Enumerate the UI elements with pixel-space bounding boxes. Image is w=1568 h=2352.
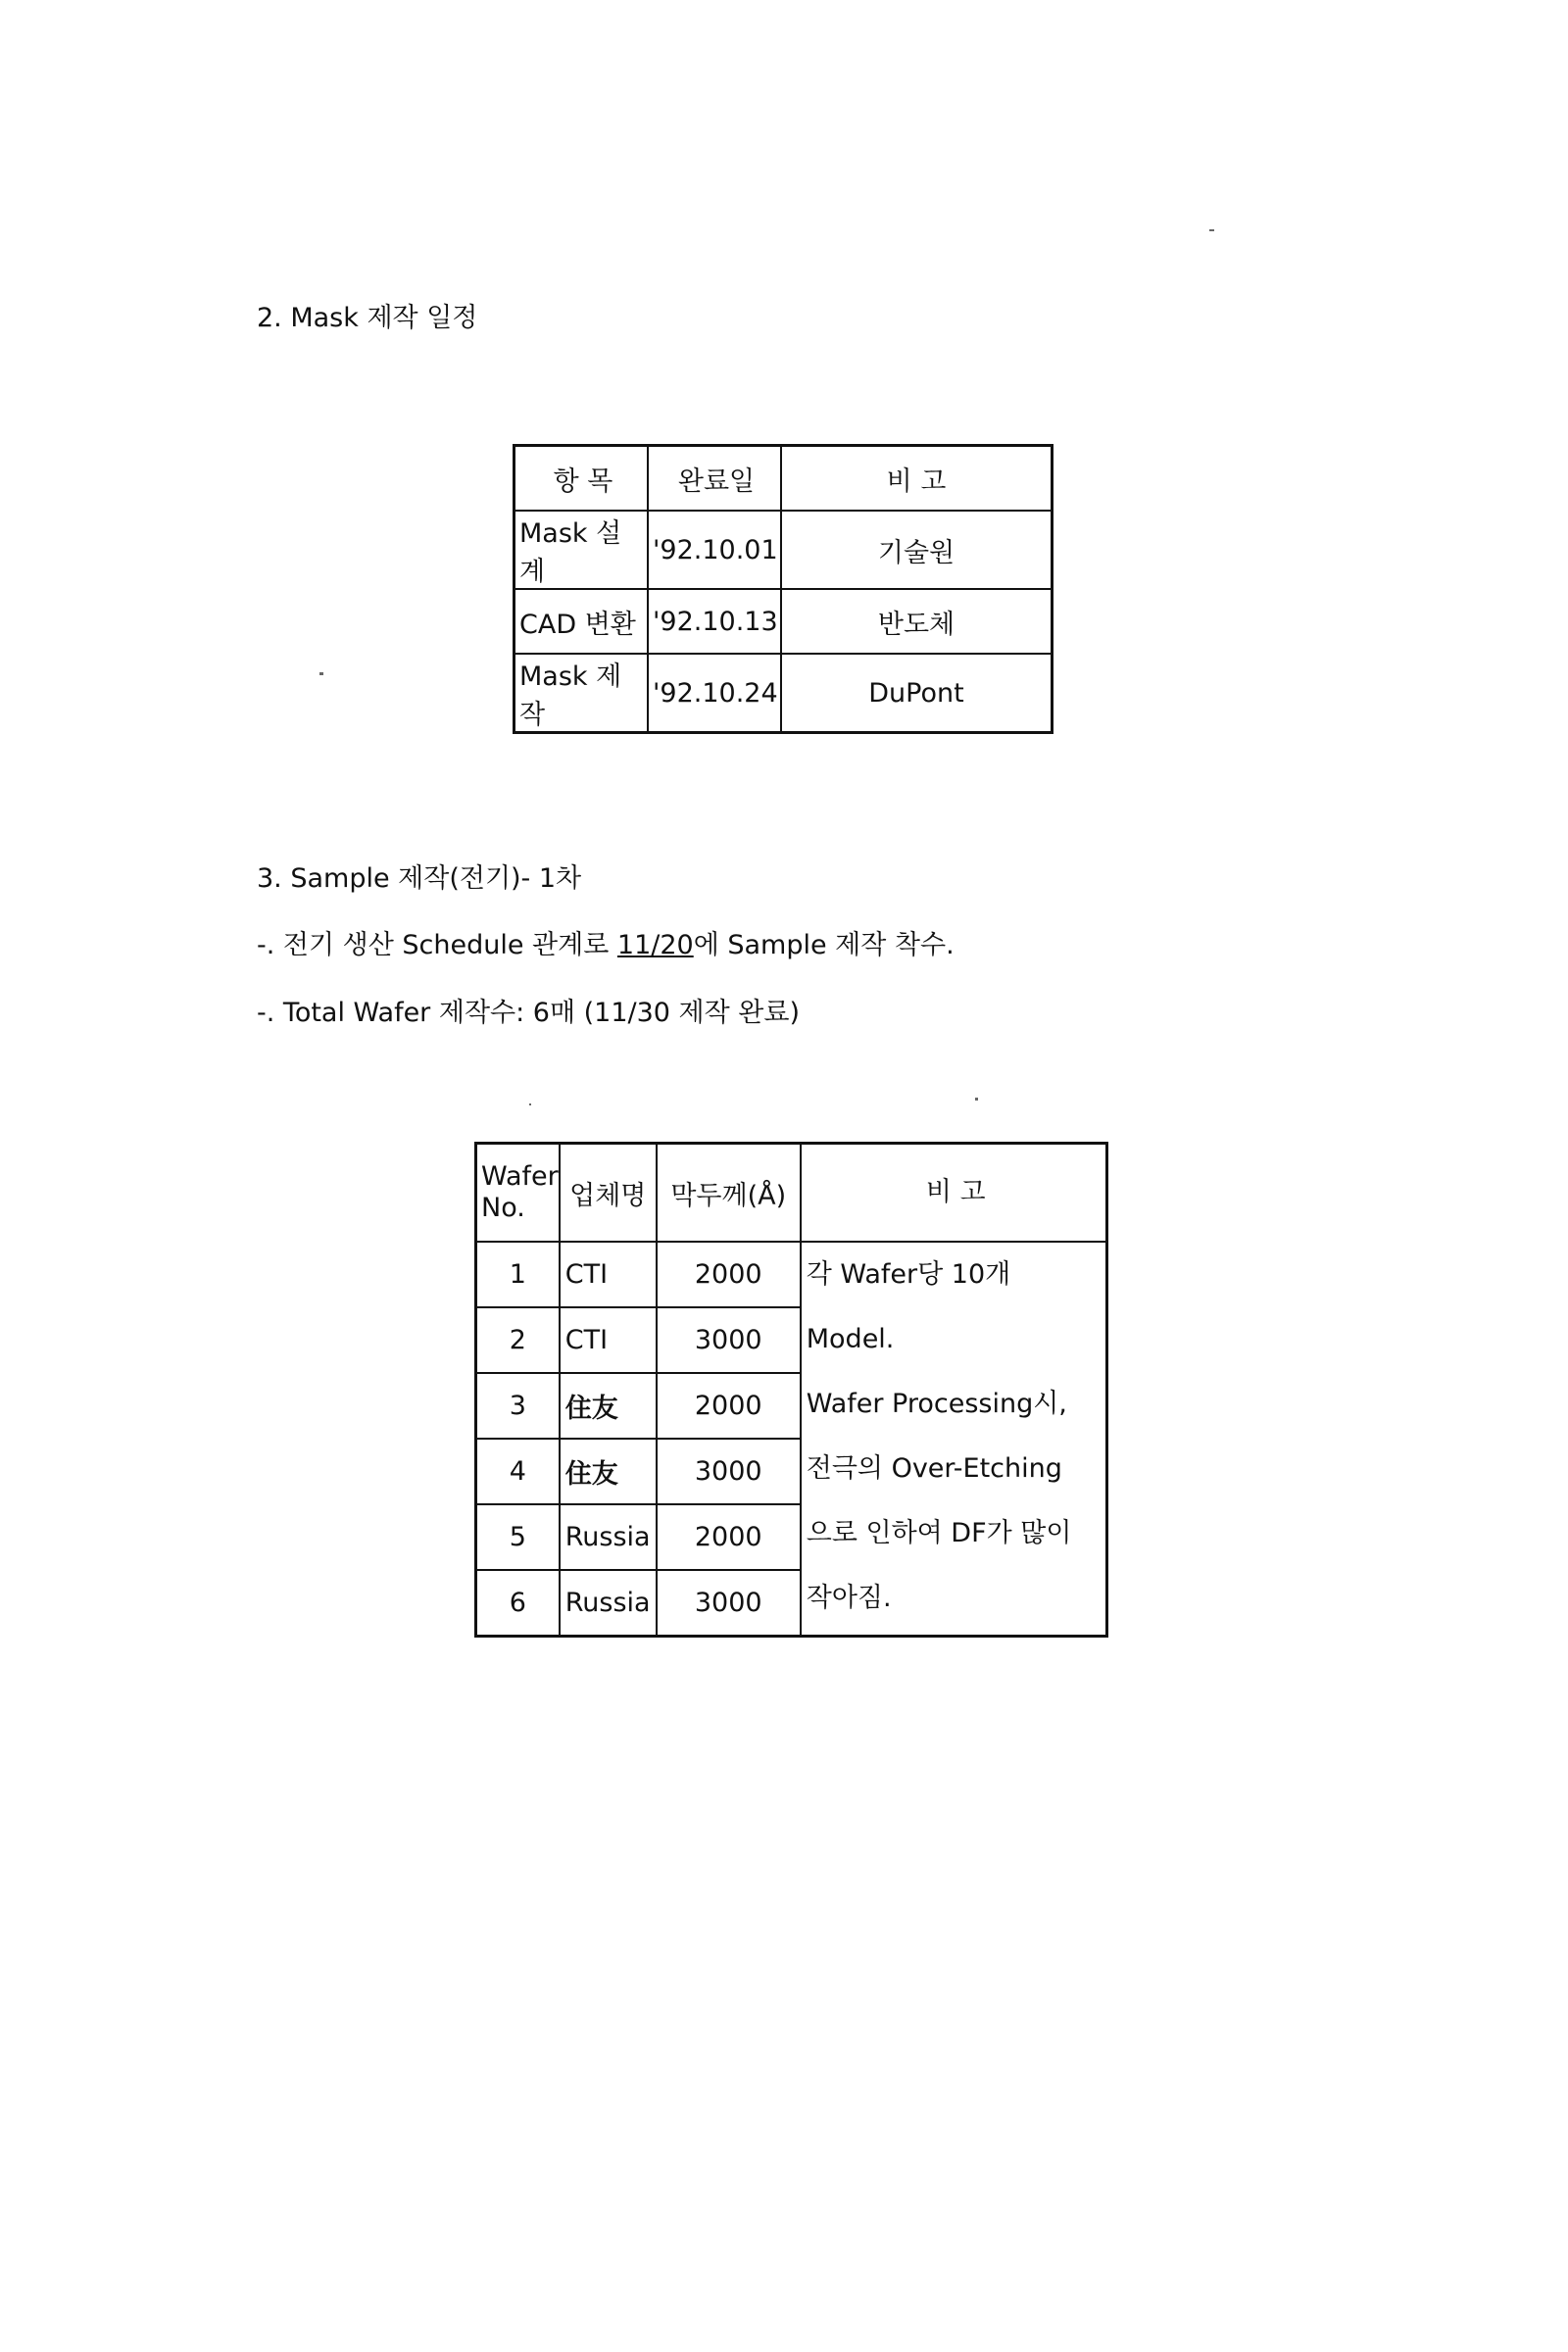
wafer-table (474, 1142, 1108, 1638)
cell-remarks (801, 1242, 1107, 1637)
wafer-count-note: -. Total Wafer 제작수: 6매 (11/30 제작 완료) (257, 998, 800, 1028)
cell-date: '92.10.24 (648, 654, 781, 733)
cell-wafer-no: 2 (476, 1307, 560, 1373)
cell-date: '92.10.01 (648, 511, 781, 589)
table-row (476, 1242, 1107, 1307)
cell-vendor: Russia (560, 1504, 657, 1570)
table-row (514, 511, 1053, 589)
remark-line: Wafer Processing시, (806, 1389, 1067, 1419)
mask-schedule-table (513, 444, 1054, 734)
header-remarks: 비 고 (801, 1144, 1107, 1243)
schedule-note-prefix: -. 전기 생산 Schedule 관계로 (257, 930, 617, 960)
header-item: 항 목 (514, 446, 649, 512)
section-2-heading: 2. Mask 제작 일정 (257, 303, 478, 333)
schedule-note (257, 923, 955, 961)
scan-speck (1209, 229, 1214, 231)
header-film-thickness: 막두께(Å) (657, 1144, 801, 1243)
cell-wafer-no: 1 (476, 1242, 560, 1307)
cell-item: Mask 제작 (514, 654, 649, 733)
cell-vendor: CTI (560, 1242, 657, 1307)
scan-speck (975, 1098, 978, 1101)
cell-thickness: 2000 (657, 1504, 801, 1570)
cell-vendor: CTI (560, 1307, 657, 1373)
header-vendor: 업체명 (560, 1144, 657, 1243)
cell-thickness: 3000 (657, 1570, 801, 1637)
cell-vendor: 住友 (560, 1373, 657, 1439)
remark-line: 으로 인하여 DF가 많이 (806, 1518, 1072, 1548)
cell-item: CAD 변환 (514, 589, 649, 654)
table-header-row (514, 446, 1053, 512)
cell-remark: 반도체 (781, 589, 1053, 654)
remark-line: 작아짐. (806, 1583, 892, 1613)
cell-date: '92.10.13 (648, 589, 781, 654)
remark-line: 각 Wafer당 10개 Model. (806, 1259, 1011, 1354)
section-3-heading: 3. Sample 제작(전기)- 1차 (257, 863, 582, 894)
cell-vendor: Russia (560, 1570, 657, 1637)
header-remarks: 비 고 (781, 446, 1053, 512)
cell-wafer-no: 4 (476, 1439, 560, 1504)
table-row (514, 589, 1053, 654)
cell-wafer-no: 5 (476, 1504, 560, 1570)
header-wafer-no: Wafer No. (476, 1144, 560, 1243)
cell-remark: DuPont (781, 654, 1053, 733)
cell-item: Mask 설계 (514, 511, 649, 589)
table-header-row (476, 1144, 1107, 1243)
scan-speck (319, 672, 323, 675)
header-completion-date: 완료일 (648, 446, 781, 512)
remark-line: 전극의 Over-Etching (806, 1453, 1062, 1484)
cell-thickness: 2000 (657, 1242, 801, 1307)
cell-wafer-no: 3 (476, 1373, 560, 1439)
cell-thickness: 3000 (657, 1307, 801, 1373)
cell-remark: 기술원 (781, 511, 1053, 589)
cell-thickness: 3000 (657, 1439, 801, 1504)
cell-vendor: 住友 (560, 1439, 657, 1504)
start-date: 11/20 (616, 930, 694, 960)
table-row (514, 654, 1053, 733)
cell-thickness: 2000 (657, 1373, 801, 1439)
scan-speck (529, 1103, 531, 1105)
schedule-note-suffix: 에 Sample 제작 착수. (693, 930, 955, 960)
cell-wafer-no: 6 (476, 1570, 560, 1637)
